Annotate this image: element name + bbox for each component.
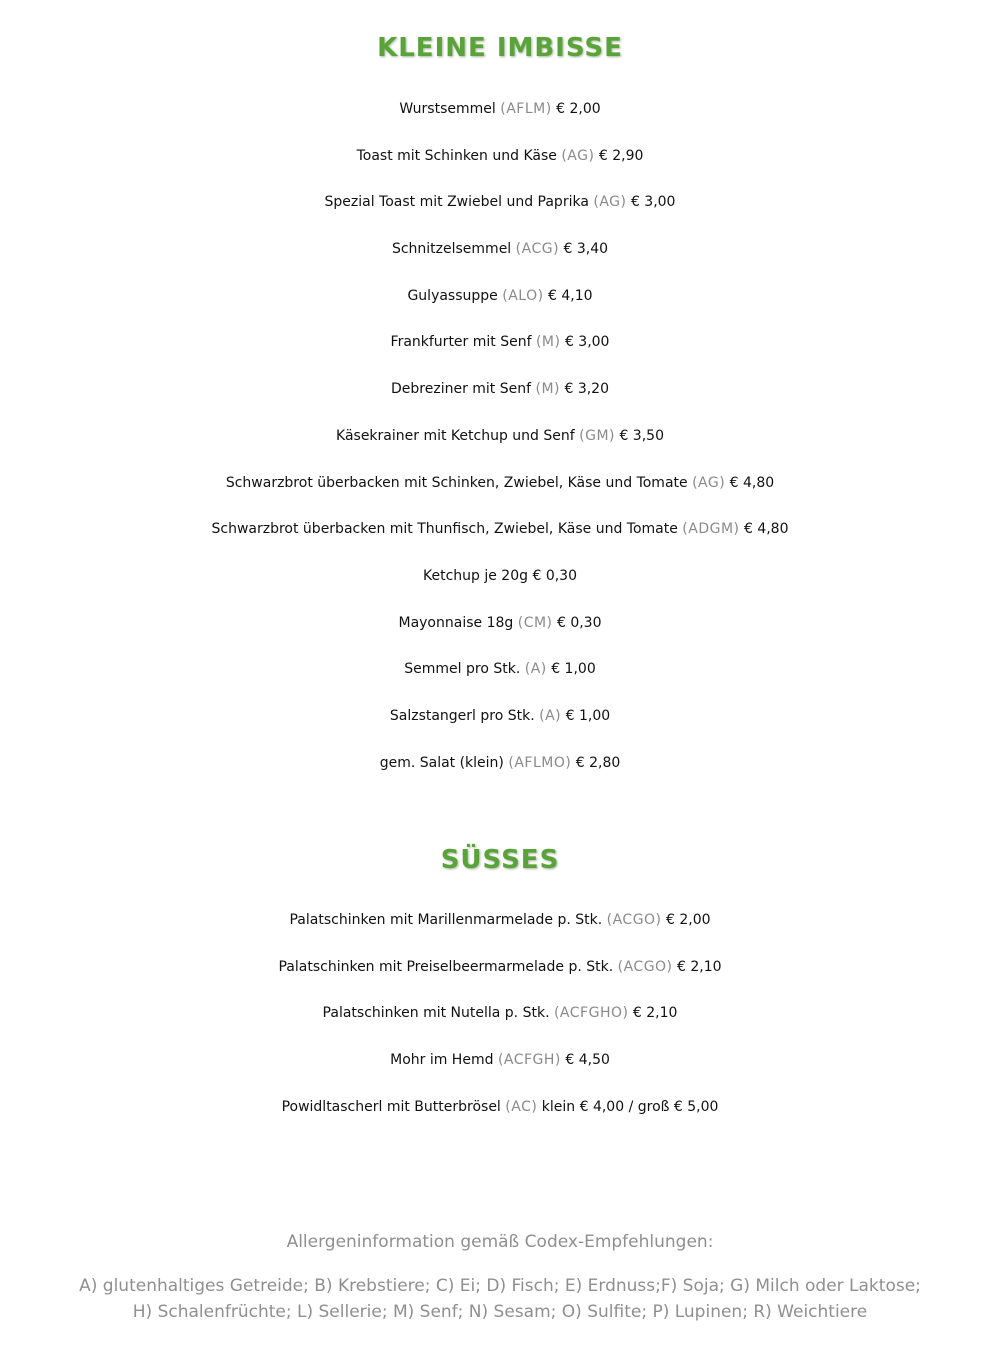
menu-item bbox=[0, 366, 1000, 413]
item-allergens: (GM) bbox=[579, 427, 615, 444]
item-price: € 3,00 bbox=[630, 194, 676, 211]
item-allergens: (ACG) bbox=[515, 241, 560, 258]
section-title-kleine-imbisse: KLEINE IMBISSE bbox=[377, 33, 623, 63]
menu-item bbox=[0, 273, 1000, 320]
allergen-info-title: Allergeninformation gemäß Codex-Empfehlungen: bbox=[286, 1232, 714, 1252]
menu-item bbox=[0, 990, 1000, 1037]
menu-item bbox=[0, 319, 1000, 366]
item-price: € 1,00 bbox=[551, 661, 596, 678]
item-name: Mohr im Hemd bbox=[390, 1052, 494, 1069]
menu-item bbox=[0, 600, 1000, 647]
item-name: Wurstsemmel bbox=[399, 101, 496, 117]
item-allergens: (A) bbox=[539, 707, 562, 724]
menu-item bbox=[0, 1084, 1000, 1131]
item-name: gem. Salat (klein) bbox=[379, 754, 504, 771]
item-price: klein € 4,00 / groß € 5,00 bbox=[541, 1098, 719, 1115]
item-name: Mayonnaise 18g bbox=[398, 614, 514, 631]
item-name: Schwarzbrot überbacken mit Schinken, Zwiebel, Käse und Tomate bbox=[225, 474, 688, 491]
item-allergens: (M) bbox=[535, 334, 561, 351]
menu-list-kleine-imbisse bbox=[0, 86, 1000, 786]
item-price: € 2,90 bbox=[598, 147, 644, 164]
menu-item bbox=[0, 646, 1000, 693]
item-name: Frankfurter mit Senf bbox=[390, 334, 532, 351]
item-name: Toast mit Schinken und Käse bbox=[356, 147, 557, 164]
item-allergens: (ACFGHO) bbox=[553, 1005, 629, 1022]
item-allergens: (AC) bbox=[505, 1098, 538, 1115]
menu-item bbox=[0, 86, 1000, 133]
item-price: € 4,80 bbox=[743, 521, 789, 538]
item-price: € 3,50 bbox=[619, 427, 664, 444]
menu-item bbox=[0, 226, 1000, 273]
item-allergens: (AG) bbox=[692, 474, 726, 491]
item-name: Spezial Toast mit Zwiebel und Paprika bbox=[324, 194, 589, 211]
item-allergens: (ADGM) bbox=[682, 521, 740, 538]
item-allergens: (ACGO) bbox=[606, 912, 662, 928]
item-name: Palatschinken mit Marillenmarmelade p. Stk. bbox=[289, 912, 603, 928]
menu-item bbox=[0, 553, 1000, 600]
item-price: € 0,30 bbox=[556, 614, 602, 631]
menu-item bbox=[0, 1037, 1000, 1084]
item-price: € 1,00 bbox=[565, 707, 611, 724]
menu-item bbox=[0, 693, 1000, 740]
item-allergens: (AFLM) bbox=[500, 101, 552, 117]
item-name: Schnitzelsemmel bbox=[391, 241, 512, 258]
item-allergens: (ACGO) bbox=[617, 958, 673, 975]
item-name: Powidltascherl mit Butterbrösel bbox=[281, 1098, 501, 1115]
menu-item bbox=[0, 944, 1000, 991]
item-price: € 3,00 bbox=[564, 334, 610, 351]
item-name: Debreziner mit Senf bbox=[391, 381, 532, 398]
menu-item bbox=[0, 460, 1000, 507]
item-price: € 2,10 bbox=[676, 958, 722, 975]
item-allergens: (M) bbox=[535, 381, 561, 398]
item-name: Gulyassuppe bbox=[407, 287, 498, 304]
menu-item bbox=[0, 506, 1000, 553]
item-allergens: (AG) bbox=[593, 194, 627, 211]
item-price: € 2,10 bbox=[632, 1005, 678, 1022]
menu-list-suesses bbox=[0, 897, 1000, 1130]
item-price: € 2,00 bbox=[665, 912, 711, 928]
item-price: € 2,80 bbox=[575, 754, 621, 771]
item-allergens: (ALO) bbox=[502, 287, 544, 304]
item-name: Schwarzbrot überbacken mit Thunfisch, Zwiebel, Käse und Tomate bbox=[211, 521, 678, 538]
item-price: € 4,80 bbox=[729, 474, 775, 491]
allergen-legend: A) glutenhaltiges Getreide; B) Krebstiere; C) Ei; D) Fisch; E) Erdnuss;F) Soja; G) Milch oder Laktose; H) Schalenfrüchte; L) Sellerie; M) Senf; N) Sesam; O) Sulfite; P) Lupinen; R) Weichtiere bbox=[79, 1276, 921, 1322]
item-name: Semmel pro Stk. bbox=[404, 661, 521, 678]
item-price: € 2,00 bbox=[556, 101, 601, 117]
menu-item bbox=[0, 740, 1000, 787]
item-allergens: (ACFGH) bbox=[497, 1052, 561, 1069]
item-allergens: (AG) bbox=[561, 147, 595, 164]
item-allergens: (CM) bbox=[517, 614, 553, 631]
item-price: € 0,30 bbox=[532, 567, 577, 584]
item-price: € 3,20 bbox=[564, 381, 609, 398]
menu-item bbox=[0, 179, 1000, 226]
item-name: Palatschinken mit Nutella p. Stk. bbox=[322, 1005, 550, 1022]
item-price: € 3,40 bbox=[563, 241, 609, 258]
item-price: € 4,10 bbox=[548, 287, 593, 304]
item-name: Ketchup je 20g bbox=[422, 567, 529, 584]
item-allergens: (A) bbox=[524, 661, 547, 678]
menu-item bbox=[0, 897, 1000, 944]
item-price: € 4,50 bbox=[565, 1052, 610, 1069]
item-name: Käsekrainer mit Ketchup und Senf bbox=[336, 427, 575, 444]
section-title-suesses: SÜSSES bbox=[440, 845, 560, 875]
item-allergens: (AFLMO) bbox=[508, 754, 572, 771]
item-name: Palatschinken mit Preiselbeermarmelade p. Stk. bbox=[278, 958, 614, 975]
item-name: Salzstangerl pro Stk. bbox=[389, 707, 535, 724]
menu-item bbox=[0, 413, 1000, 460]
menu-item bbox=[0, 133, 1000, 180]
